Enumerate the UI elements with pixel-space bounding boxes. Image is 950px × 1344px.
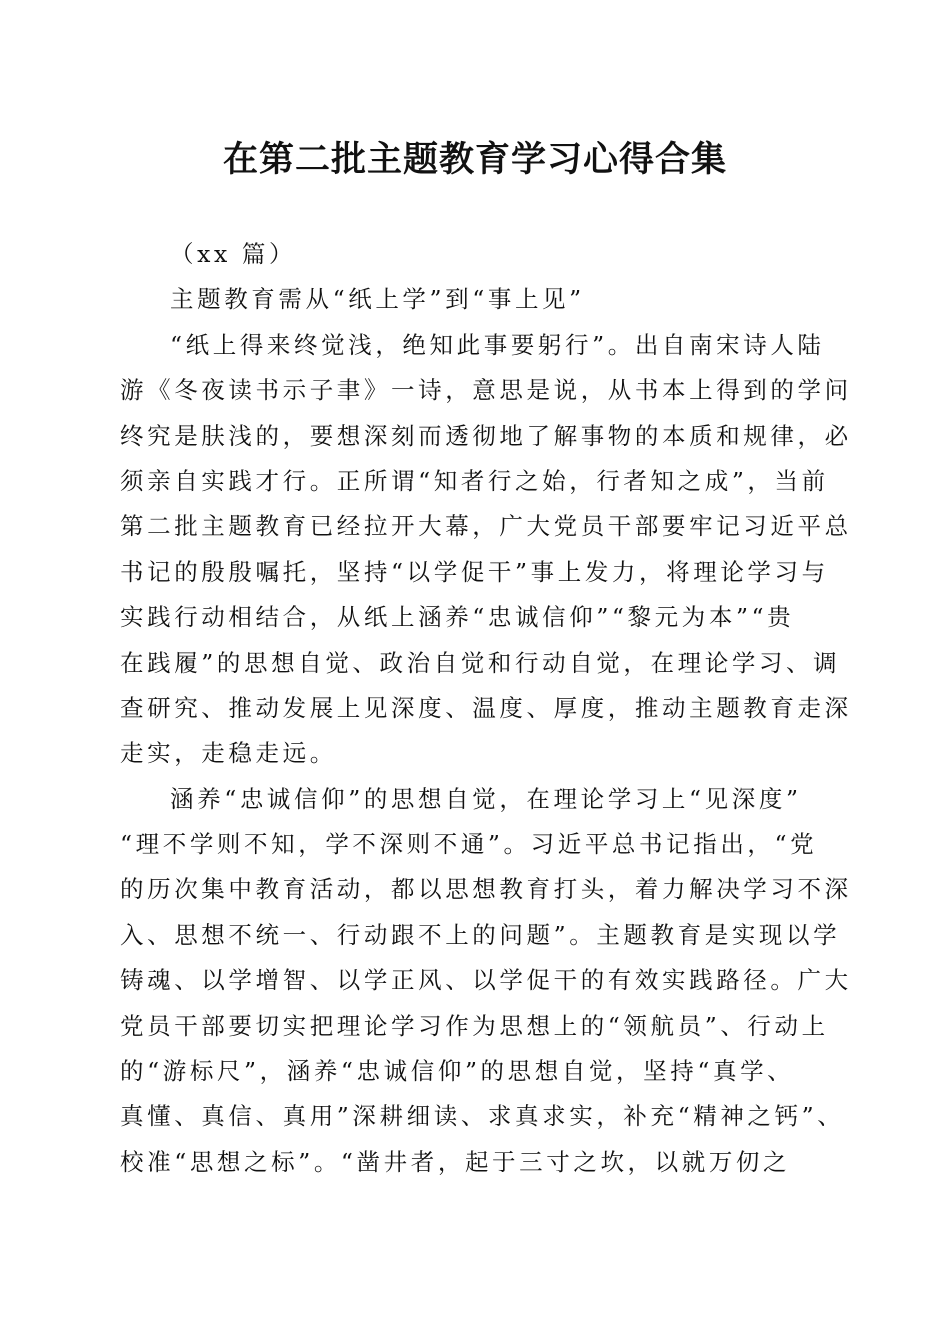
paragraph-line: 涵养“忠诚信仰”的思想自觉，在理论学习上“见深度”: [170, 784, 802, 813]
paragraph-line: 终究是肤浅的，要想深刻而透彻地了解事物的本质和规律，必: [120, 421, 852, 450]
paragraph-line: 走实，走稳走远。: [120, 739, 337, 768]
paragraph-line: 查研究、推动发展上见深度、温度、厚度，推动主题教育走深: [120, 693, 852, 722]
paragraph-line: 校准“思想之标”。“凿井者，起于三寸之坎，以就万仞之: [120, 1147, 791, 1176]
section-heading: 主题教育需从“纸上学”到“事上见”: [170, 285, 585, 314]
paragraph-line: 书记的殷殷嘱托，坚持“以学促干”事上发力，将理论学习与: [120, 557, 829, 586]
paragraph-line: 的“游标尺”，涵养“忠诚信仰”的思想自觉，坚持“真学、: [120, 1057, 795, 1086]
paragraph-line: 入、思想不统一、行动跟不上的问题”。主题教育是实现以学: [120, 920, 841, 949]
paragraph-line: 铸魂、以学增智、以学正风、以学促干的有效实践路径。广大: [120, 966, 852, 995]
paragraph-line: 党员干部要切实把理论学习作为思想上的“领航员”、行动上: [120, 1011, 829, 1040]
document-body: [120, 232, 852, 1185]
article-count-note: （xx 篇）: [170, 240, 297, 268]
paragraph-line: 须亲自实践才行。正所谓“知者行之始，行者知之成”，当前: [120, 466, 829, 495]
paragraph-line: 游《冬夜读书示子聿》一诗，意思是说，从书本上得到的学问: [120, 376, 852, 405]
paragraph-line: “纸上得来终觉浅，绝知此事要躬行”。出自南宋诗人陆: [170, 330, 825, 359]
paragraph-line: 的历次集中教育活动，都以思想教育打头，着力解决学习不深: [120, 875, 852, 904]
paragraph-line: 实践行动相结合，从纸上涵养“忠诚信仰”“黎元为本”“贵: [120, 603, 795, 632]
paragraph-line: “理不学则不知，学不深则不通”。习近平总书记指出，“党: [120, 830, 818, 859]
paragraph-line: 在践履”的思想自觉、政治自觉和行动自觉，在理论学习、调: [120, 648, 841, 677]
document-title: 在第二批主题教育学习心得合集: [222, 139, 727, 180]
paragraph-line: 第二批主题教育已经拉开大幕，广大党员干部要牢记习近平总: [120, 512, 852, 541]
paragraph-line: 真懂、真信、真用”深耕细读、求真求实，补充“精神之钙”、: [120, 1102, 845, 1131]
